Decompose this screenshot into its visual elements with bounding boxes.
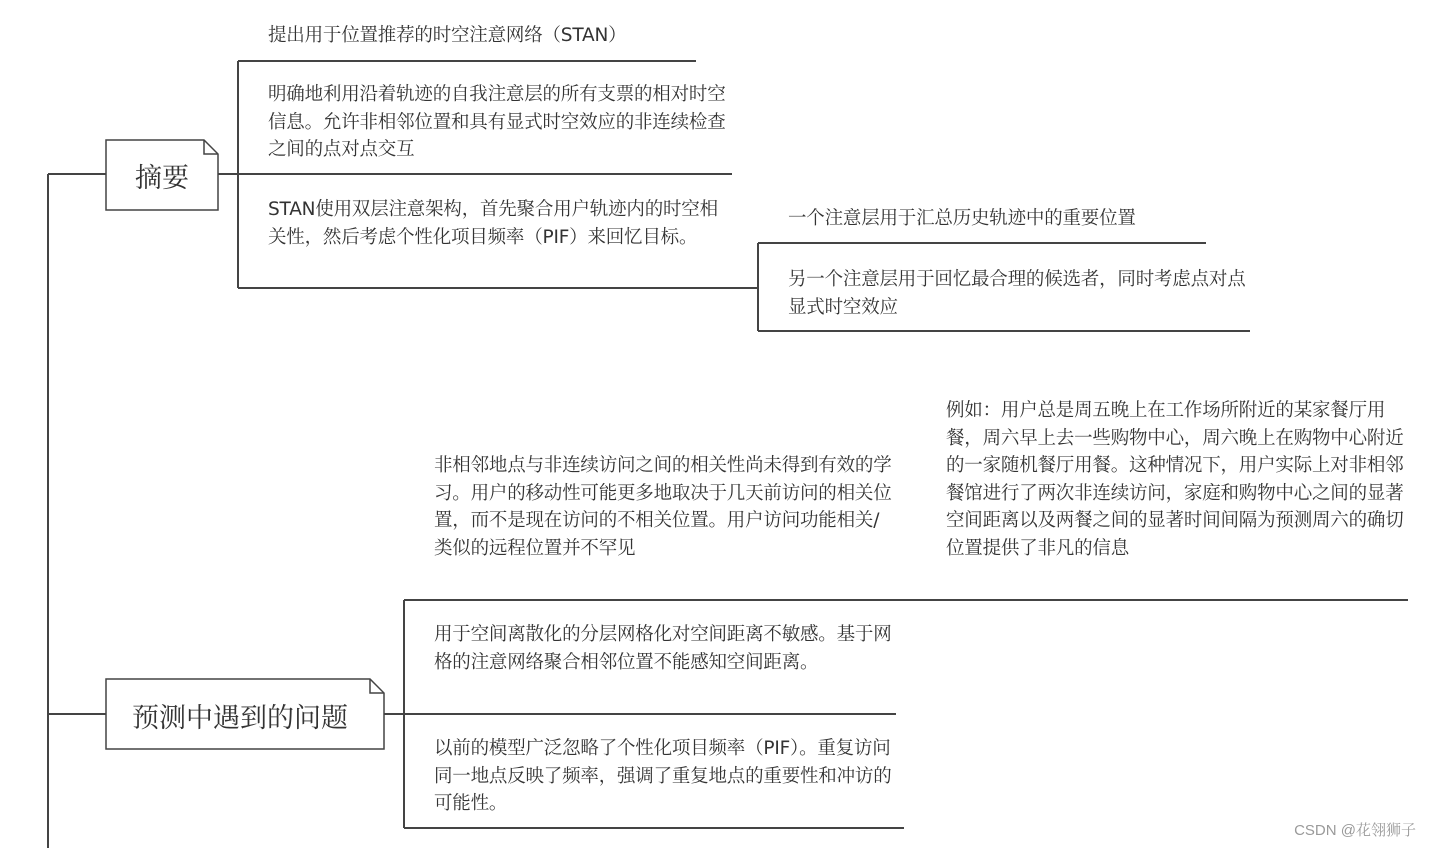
abstract-sub-item-1[interactable]: 一个注意层用于汇总历史轨迹中的重要位置 xyxy=(788,208,1136,229)
csdn-watermark: CSDN @花翎狮子 xyxy=(1294,822,1416,839)
abstract-item-2[interactable]: 明确地利用沿着轨迹的自我注意层的所有支票的相对时空信息。允许非相邻位置和具有显式时空效应的非连续检查之间的点对点交互 xyxy=(268,84,726,160)
abstract-item-3[interactable]: STAN使用双层注意架构，首先聚合用户轨迹内的时空相关性，然后考虑个性化项目频率（PIF）来回忆目标。 xyxy=(268,199,718,248)
topic-problems[interactable]: 预测中遇到的问题 xyxy=(132,703,348,734)
problems-example[interactable]: 例如：用户总是周五晚上在工作场所附近的某家餐厅用餐，周六早上去一些购物中心，周六晚上在购物中心附近的一家随机餐厅用餐。这种情况下，用户实际上对非相邻餐馆进行了两次非连续访问，家庭和购物中心之间的显著空间距离以及两餐之间的显著时间间隔为预测周六的确切位置提供了非凡的信息 xyxy=(946,400,1404,559)
abstract-sub-item-2[interactable]: 另一个注意层用于回忆最合理的候选者，同时考虑点对点显式时空效应 xyxy=(788,269,1246,318)
problems-item-2[interactable]: 用于空间离散化的分层网格化对空间距离不敏感。基于网格的注意网络聚合相邻位置不能感知空间距离。 xyxy=(434,624,892,673)
topic-abstract[interactable]: 摘要 xyxy=(135,163,189,194)
problems-item-1[interactable]: 非相邻地点与非连续访问之间的相关性尚未得到有效的学习。用户的移动性可能更多地取决于几天前访问的相关位置，而不是现在访问的不相关位置。用户访问功能相关/类似的远程位置并不罕见 xyxy=(434,455,892,559)
problems-item-3[interactable]: 以前的模型广泛忽略了个性化项目频率（PIF）。重复访问同一地点反映了频率，强调了重复地点的重要性和冲访的可能性。 xyxy=(434,738,892,814)
abstract-item-1[interactable]: 提出用于位置推荐的时空注意网络（STAN） xyxy=(268,25,627,46)
